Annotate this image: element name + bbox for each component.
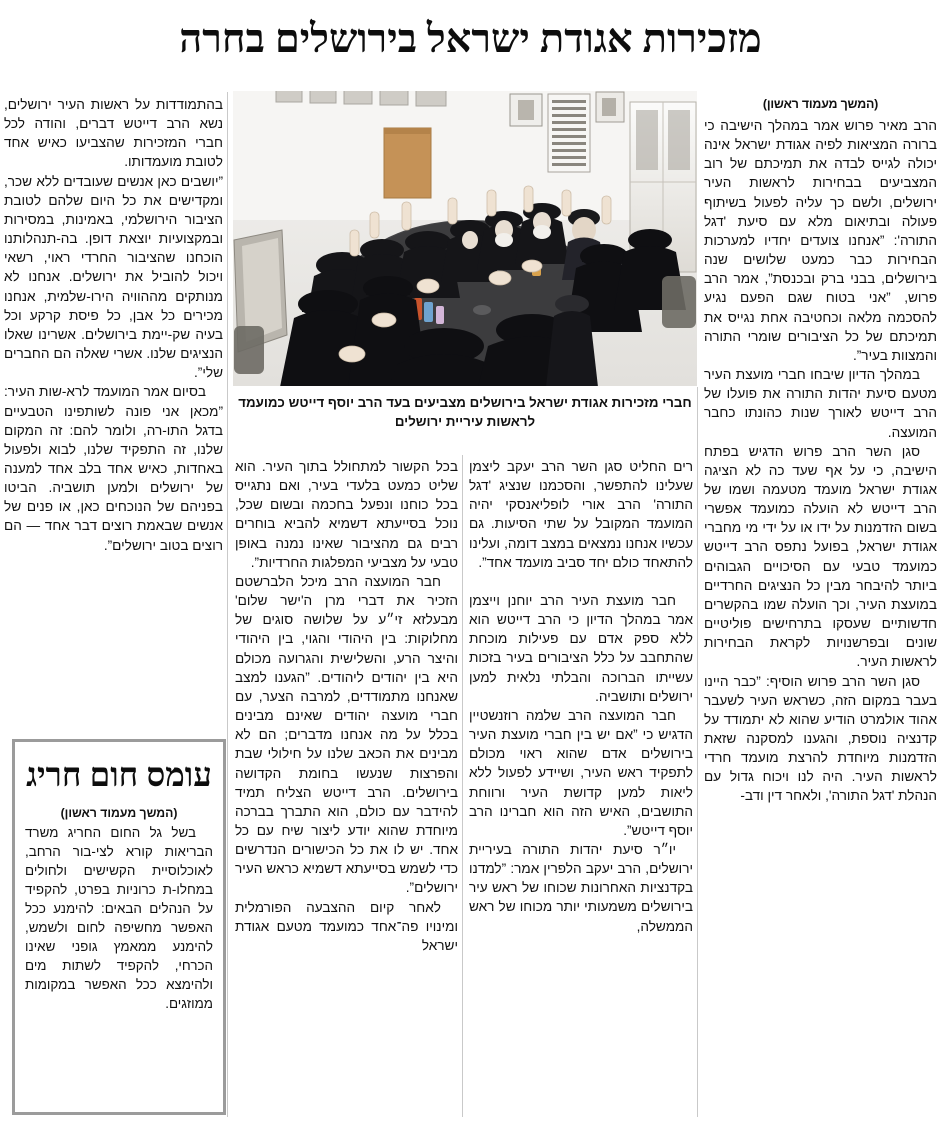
article-column-1 <box>704 95 937 806</box>
paragraph: בשל גל החום החריג משרד הבריאות קורא לצי-בור הרחב, לאוכלוסיית הקשישים ולחולים במחלו-ת כרוניות בפרט, להקפיד על הנהלים הבאים: להימנע ככל האפשר מחשיפה לחום ולשמש, להימנע ממאמץ גופני שאינו הכרחי, להקפיד לשתות מים ולהימצא ככל האפשר במקומות ממוזגים. <box>25 825 213 1011</box>
continuation-note-sidebar: (המשך מעמוד ראשון) <box>60 806 178 820</box>
page-title: מזכירות אגודת ישראל בירושלים בחרה <box>179 16 762 61</box>
paragraph: ”יושבים כאן אנשים שעובדים ללא שכר, ומקדישים את כל היום שלהם לטובת הציבור הירושלמי, באמינות, במסירות ובמקצועיות יוצאת דופן. בה-תנהלותנו הוכחנו שהציבור החרדי ראוי, רשאי ויכול להוביל את ירושלים. אנחנו לא מנותקים מההוויה הירו-שלמית, אנחנו מכירים כל אבן, כל פיסת קרקע וכל בעיה שק-יימת בירושלים. אשרינו שאלו הנציגים שלנו. אשרי שאלה הם החברים שלי”. <box>4 173 223 381</box>
paragraph: חבר מועצת העיר הרב יוחנן וייצמן אמר במהלך הדיון כי הרב דייטש הוא ללא ספק אדם עם פעילות מוכחת שהתחבב על כלל הציבורים בעיר בזכות עשייתו הברוכה והבלתי נלאית למען ירושלים ותושביה. <box>469 592 693 704</box>
paragraph: יו״ר סיעת יהדות התורה בעיריית ירושלים, הרב יעקב הלפרין אמר: ”למדנו בקדנציות האחרונות שכוחו של ראש עיר בירושלים משמעותי יותר מכוחו של ראש הממשלה, <box>469 841 693 934</box>
article-photo <box>232 90 698 387</box>
article-column-4 <box>4 95 223 555</box>
meeting-room-illustration <box>232 90 698 387</box>
photo-caption: חברי מזכירות אגודת ישראל בירושלים מצביעים בעד הרב יוסף דייטש כמועמד לראשות עיריית ירושלים <box>238 395 692 429</box>
paragraph: רים החליט סגן השר הרב יעקב ליצמן שעלינו להתפשר, והסכמנו שנציג 'דגל התורה' הרב אורי לופליאנסקי יהיה המועמד המקובל על שתי הסיעות. גם עכשיו אנחנו נמצאים במצב דומה, ועלינו להתאחד כולם יחד סביב מועמד אחד”. <box>469 459 693 570</box>
paragraph: הרב מאיר פרוש אמר במהלך הישיבה כי ברורה המציאות לפיה אגודת ישראל אינה יכולה לגייס לבדה את תמיכתם של רוב המצביעים בבחירות לראשות העיר ירושלים, ולשם כך עליה לפעול בשיתוף פעולה ובתיאום מלא עם סיעת 'דגל התורה': ”אנחנו צועדים יחדיו למערכות הבחירות כבר כמעט שלושים שנה בירושלים, בבני ברק ובכנסת”, אמר הרב פרוש, ”אני בטוח שגם הפעם נגיע להסכמה מלאה וכחטיבה אחת נגייס את תמיכתם של כל הציבורים שומרי התורה והמצוות בעיר”. <box>704 118 937 363</box>
paragraph: סגן השר הרב פרוש הוסיף: ”כבר היינו בעבר במקום הזה, כשראש העיר לשעבר אהוד אולמרט הודיע שהוא לא יתמודד על קדנציה נוספת, והגענו למסקנה שזאת הזדמנות מיוחדת להרצת מועמד חרדי לראשות העיר. היה לנו ויכוח גדול עם הנהלת 'דגל התורה', ולאחר דין ודב- <box>704 673 937 804</box>
continuation-note-main: (המשך מעמוד ראשון) <box>762 97 879 111</box>
paragraph: לאחר קיום ההצבעה הפורמלית ומינויו פה־אחד כמועמד מטעם אגודת ישראל <box>235 899 458 953</box>
sidebar-box-body <box>25 823 213 1013</box>
paragraph: במהלך הדיון שיבחו חברי מועצת העיר מטעם סיעת יהדות התורה את פועלו של הרב דייטש לאורך שנות כהונתו כחבר המועצה. <box>704 367 937 440</box>
sidebar-box-inner <box>24 752 214 1104</box>
paragraph: חבר המועצה הרב מיכל הלברשטם הזכיר את דברי מרן ה'ישר שלום' מבעלזא זי״ע על שלושה סוגים של מחלוקות: בין היהודי והגוי, בין היהודי והיצר הרע, והשלישית והגרועה מכולם היא בין יהודים ליהודים. ”הגענו למצב שאנחנו מתמודדים, למרבה הצער, עם חברי מועצה יהודים שאינם מבינים בכלל על מה אנחנו מדברים; הם לא מבינים את הכאב שלנו על חילולי שבת והפרצות שנעשו בחומת הקדושה בירושלים. הרב דייטש הצליח תמיד להידבר עם כולם, הוא התברך בברכה מיוחדת שהוא יודע ליצור שיח עם כל אחד. יש לו את כל הכישורים הנדרשים כדי לשמש בסייעתא דשמיא כראש העיר ירושלים”. <box>235 573 458 896</box>
paragraph: בסיום אמר המועמד לרא-שות העיר: ”מכאן אני פונה לשותפינו הטבעיים בדגל התו-רה, ולומר להם: זה המקום שלנו, זה התפקיד שלנו, לבוא ולפעול באחדות, כאיש אחד בלב אחד למענה של ירושלים ולמען תושביה. הביטו בפניהם של הנוכחים כאן, או פנים של אנשים שבאמת רוצים דבר אחד — הם רוצים בטוב ירושלים”. <box>4 384 223 553</box>
sidebar-box-title: עומס חום חריג <box>26 758 212 794</box>
article-column-3 <box>235 457 458 955</box>
article-column-2 <box>469 457 693 936</box>
sidebar-box-heat-warning <box>12 739 226 1115</box>
column-rule-1 <box>227 92 228 1117</box>
column-rule-2 <box>462 455 463 1117</box>
paragraph: סגן השר הרב פרוש הדגיש בפתח הישיבה, כי על אף שעד כה לא הציגה אגודת ישראל מועמד מטעמה ושמו של הרב דייטש לא הועלה כמועמד אפשרי בשום הזדמנות על ידו או על ידי מי מחברי אגודת ישראל, בפועל נתפס הרב דייטש כמועמד טבעי עם הסיכויים הגבוהים ביותר להיבחר מבין כל הנציגים החרדיים במועצת העיר, וכך הועלה שמו בהקשרים חדשותיים שעסקו בתרחישים פוליטיים שונים ובפרשנויות לקראת הבחירות לראשות העיר. <box>704 443 937 670</box>
paragraph: בכל הקשור למתחולל בתוך העיר. הוא שליט כמעט בלעדי בעיר, ואם נתגייס בכל כוחנו ונפעל בחכמה ובשום שכל, נוכל בסייעתא דשמיא להביא בוחרים רבים גם מהציבור שאינו נמנה באופן טבעי על מצביעי המפלגות החרדיות”. <box>235 459 458 570</box>
paragraph: חבר המועצה הרב שלמה רוזנשטיין הדגיש כי ”אם יש בין חברי מועצת העיר בירושלים אדם שהוא ראוי מכולם לתפקיד ראש העיר, ושיידע לפעול ללא ליאות למען קדושת העיר ורווחת התושבים, האיש הזה הוא חברינו הרב יוסף דייטש”. <box>469 707 693 838</box>
paragraph: בהתמודדות על ראשות העיר ירושלים, נשא הרב דייטש דברים, והודה לכל חברי המזכירות שהצביעו כאיש אחד לטובת מועמדותו. <box>4 97 223 170</box>
